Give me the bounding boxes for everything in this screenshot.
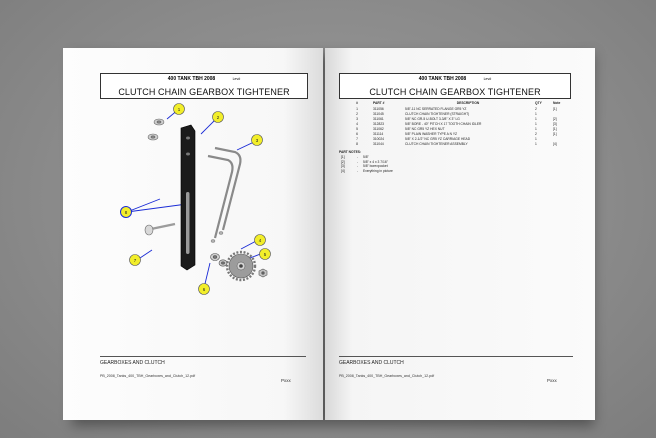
row-description: 5/8" PLAIN WASHER TYPE A N YZ — [405, 131, 458, 136]
flange-nut-lower — [148, 134, 158, 140]
row-part: 311061 — [373, 116, 384, 121]
row-qty: 1 — [535, 126, 537, 131]
table-row — [343, 111, 569, 116]
note-text: 5/8" x 4 x 3 7/16" — [363, 159, 388, 164]
row-description: 5/8" BORE - 40" PITCH X 17 TOOTH CHAIN IDLER — [405, 121, 482, 126]
row-note: [3] — [553, 121, 557, 126]
row-number: 3 — [356, 116, 358, 121]
table-row — [343, 141, 569, 146]
row-part: 311056 — [373, 106, 384, 111]
row-qty: 1 — [535, 111, 537, 116]
callout-6 — [199, 284, 210, 295]
left-header-top — [101, 76, 307, 82]
col-header-qty: QTY — [535, 101, 542, 105]
chain-idler-sprocket — [227, 252, 255, 280]
right-page-number: Pxxx — [547, 378, 557, 383]
left-footer-filename: PB_2008_Tanks_400_TBH_Gearboxes_and_Clutch_12.pdf — [100, 374, 196, 378]
leader-line-2 — [201, 119, 216, 134]
note-dash: - — [357, 155, 359, 159]
note-key: [4] — [341, 168, 345, 173]
row-part: 312823 — [373, 121, 385, 126]
col-header-note: Note — [553, 101, 561, 105]
callout-5 — [260, 249, 271, 260]
table-row — [343, 106, 569, 111]
row-note: [1] — [553, 126, 557, 131]
row-description: 5/8" X 2-1/2" NC GR5 YZ CARRIAGE HEAD — [405, 136, 471, 141]
row-description: 5/8" NC GR5 YZ HEX NUT — [405, 126, 445, 131]
note-text: Everything in picture — [363, 168, 393, 173]
col-header-part: PART # — [373, 101, 385, 105]
left-header-box — [100, 73, 308, 99]
note-dash: - — [357, 168, 359, 173]
row-qty: 1 — [535, 121, 537, 126]
row-part: 311044 — [373, 141, 384, 146]
note-text: 5/8" — [363, 155, 369, 159]
row-description: 5/8" NC GR-5 U-BOLT 3-3/8" X 3" LG — [405, 116, 460, 121]
note-dash: - — [357, 159, 359, 164]
row-number: 7 — [356, 136, 358, 141]
row-number: 4 — [356, 121, 358, 126]
callout-3-label: 3 — [255, 138, 259, 143]
left-footer-rule — [100, 356, 306, 357]
callout-3 — [252, 135, 263, 146]
callout-8-label: 8 — [124, 210, 128, 215]
washer-a — [211, 254, 220, 261]
row-qty: 1 — [535, 136, 537, 141]
row-note: [4] — [553, 141, 557, 146]
carriage-bolt — [145, 224, 175, 235]
note-key: [2] — [341, 159, 345, 164]
hex-nut — [259, 269, 267, 277]
row-number: 8 — [356, 141, 358, 146]
col-header-number: # — [356, 101, 358, 105]
callout-7 — [130, 255, 141, 266]
left-header-level: Lev# — [232, 77, 241, 81]
row-qty: 2 — [535, 131, 537, 136]
left-footer-section: GEARBOXES AND CLUTCH — [100, 360, 165, 366]
note-key: [3] — [341, 164, 345, 169]
part-notes — [339, 150, 393, 173]
callout-2 — [213, 112, 224, 123]
callout-1-label: 1 — [177, 107, 181, 112]
callout-4 — [255, 235, 266, 246]
row-qty: 1 — [535, 116, 537, 121]
row-part: 311062 — [373, 126, 384, 131]
callout-2-label: 2 — [216, 115, 220, 120]
row-description: CLUTCH CHAIN TIGHTENER (STRAIGHT) — [405, 111, 470, 116]
callout-1 — [174, 104, 185, 115]
right-header-level: Lev# — [483, 77, 492, 81]
callout-4-label: 4 — [258, 238, 262, 243]
washer-b — [219, 260, 227, 266]
callout-6-label: 6 — [202, 287, 206, 292]
right-header-box — [339, 73, 571, 99]
note-key: [1] — [341, 155, 345, 159]
part-notes-header: PART NOTES: — [339, 150, 362, 154]
note-row — [339, 169, 393, 174]
right-page — [325, 48, 595, 420]
row-note: [2] — [553, 116, 557, 121]
callout-7-label: 7 — [133, 258, 137, 263]
left-page — [63, 48, 323, 420]
row-part: 311045 — [373, 111, 384, 116]
right-header-top — [340, 76, 570, 82]
row-number: 2 — [356, 111, 358, 116]
row-part: 311114 — [373, 131, 384, 136]
row-description: 5/8"-11 NC SERRATED FLANGE GR5 YZ — [405, 106, 467, 111]
right-footer-section: GEARBOXES AND CLUTCH — [339, 360, 404, 366]
right-footer-rule — [339, 356, 573, 357]
row-part: 310024 — [373, 136, 385, 141]
right-page-title: CLUTCH CHAIN GEARBOX TIGHTENER — [369, 87, 541, 97]
table-row — [343, 121, 569, 126]
row-note: [1] — [553, 131, 557, 136]
tightener-plate — [181, 125, 195, 270]
row-description: CLUTCH CHAIN TIGHTENER ASSEMBLY — [405, 141, 468, 146]
right-header-model: 400 TANK TBH 2008 — [418, 76, 467, 82]
table-row — [343, 116, 569, 121]
note-text: 5/8" borexpocket — [363, 164, 388, 169]
callout-8 — [121, 207, 132, 218]
row-number: 6 — [356, 131, 358, 136]
callout-5-label: 5 — [263, 252, 267, 257]
left-page-title: CLUTCH CHAIN GEARBOX TIGHTENER — [118, 87, 290, 97]
row-number: 1 — [356, 106, 358, 111]
left-page-number: Pxxx — [281, 378, 291, 383]
right-footer-filename: PB_2008_Tanks_400_TBH_Gearboxes_and_Clutch_12.pdf — [339, 374, 435, 378]
left-header-model: 400 TANK TBH 2008 — [167, 76, 216, 82]
note-dash: - — [357, 164, 359, 169]
row-qty: 1 — [535, 141, 537, 146]
parts-table — [343, 100, 569, 146]
row-number: 5 — [356, 126, 358, 131]
table-row — [343, 131, 569, 136]
row-note: [1] — [553, 106, 557, 111]
table-row — [343, 136, 569, 141]
exploded-parts-diagram — [63, 100, 323, 300]
flange-nut-upper — [154, 119, 164, 125]
u-bolt — [208, 148, 240, 238]
row-qty: 2 — [535, 106, 537, 111]
col-header-description: DESCRIPTION — [456, 101, 480, 105]
